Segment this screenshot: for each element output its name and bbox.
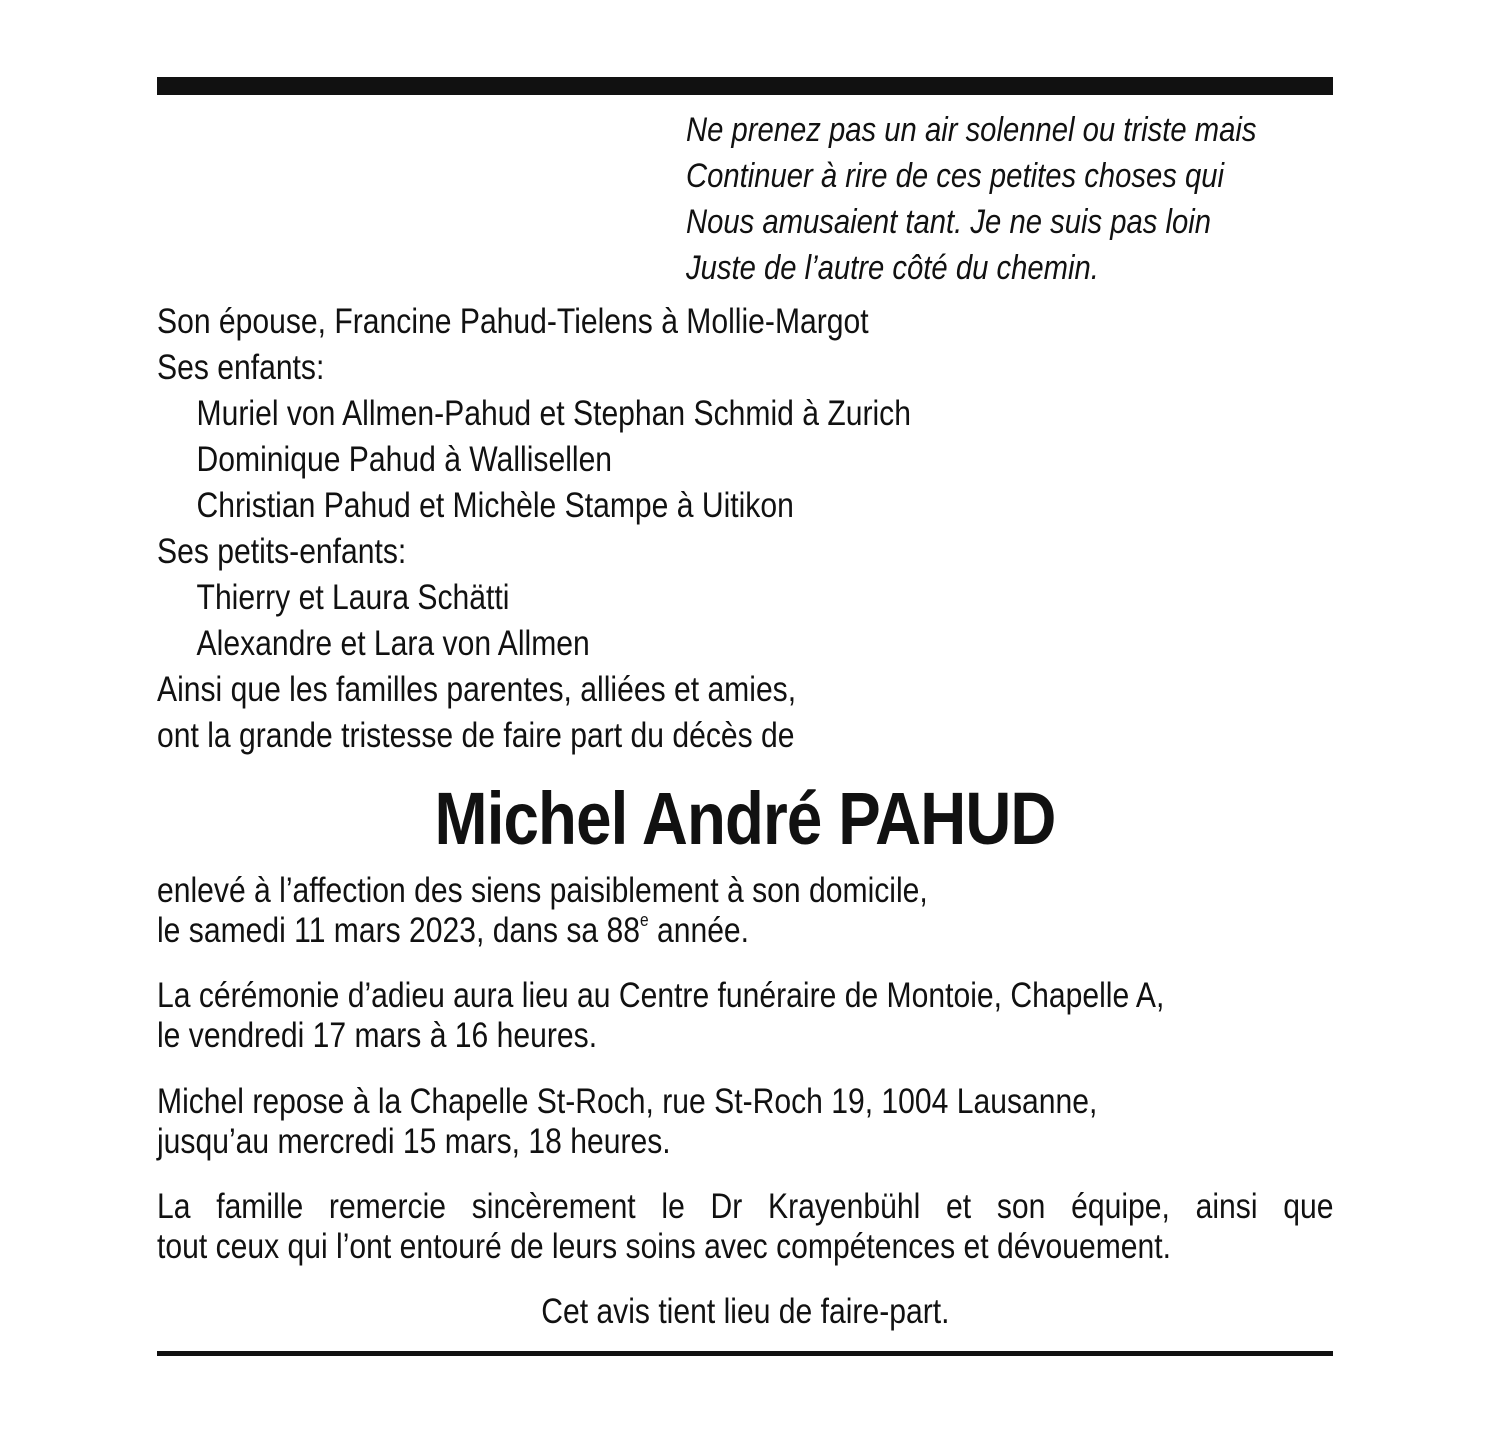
children-heading: Ses enfants: (157, 348, 325, 387)
death-line-2 (157, 911, 928, 951)
closing-line: Ainsi que les familles parentes, alliées et amies, (157, 670, 797, 709)
thanks-line-1: La famille remercie sincèrement le Dr Krayenbühl et son équipe, ainsi que (157, 1187, 1334, 1226)
death-date-text: le samedi 11 mars 2023, dans sa 88 (157, 911, 640, 950)
footer-note (157, 1290, 1333, 1334)
child-entry: Christian Pahud et Michèle Stampe à Uitikon (196, 486, 794, 525)
ceremony-paragraph (157, 976, 1164, 1056)
family-list (157, 299, 911, 759)
child-entry: Dominique Pahud à Wallisellen (196, 440, 613, 479)
grandchild-entry: Alexandre et Lara von Allmen (196, 624, 590, 663)
ordinal-suffix: e (639, 910, 649, 930)
repose-line-2: jusqu’au mercredi 15 mars, 18 heures. (157, 1122, 671, 1161)
spouse-line: Son épouse, Francine Pahud-Tielens à Mollie-Margot (157, 302, 869, 341)
repose-paragraph (157, 1082, 1097, 1162)
thanks-line-2: tout ceux qui l’ont entouré de leurs soins avec compétences et dévouement. (157, 1227, 1171, 1266)
top-rule (157, 77, 1333, 95)
bottom-rule (157, 1351, 1333, 1356)
grandchildren-heading: Ses petits-enfants: (157, 532, 407, 571)
ceremony-line-2: le vendredi 17 mars à 16 heures. (157, 1016, 598, 1055)
grandchild-entry: Thierry et Laura Schätti (196, 578, 510, 617)
poem-line: Continuer à rire de ces petites choses qui (686, 157, 1224, 195)
child-entry: Muriel von Allmen-Pahud et Stephan Schmid à Zurich (196, 394, 911, 433)
poem-line: Nous amusaient tant. Je ne suis pas loin (686, 203, 1212, 241)
death-year-text: année. (648, 911, 750, 950)
death-paragraph (157, 871, 928, 951)
repose-line-1: Michel repose à la Chapelle St-Roch, rue St-Roch 19, 1004 Lausanne, (157, 1082, 1098, 1121)
deceased-name (157, 774, 1333, 864)
deceased-name-text: Michel André PAHUD (434, 777, 1056, 860)
obituary-notice (157, 77, 1333, 1357)
footer-note-text: Cet avis tient lieu de faire-part. (540, 1292, 950, 1331)
poem-line: Ne prenez pas un air solennel ou triste mais (686, 111, 1257, 149)
closing-line: ont la grande tristesse de faire part du décès de (157, 716, 795, 755)
ceremony-line-1: La cérémonie d’adieu aura lieu au Centre funéraire de Montoie, Chapelle A, (157, 976, 1165, 1015)
poem-line: Juste de l’autre côté du chemin. (686, 249, 1099, 287)
death-line-1: enlevé à l’affection des siens paisiblement à son domicile, (157, 871, 928, 910)
poem-quote (686, 107, 1257, 291)
thanks-paragraph (157, 1187, 1333, 1267)
